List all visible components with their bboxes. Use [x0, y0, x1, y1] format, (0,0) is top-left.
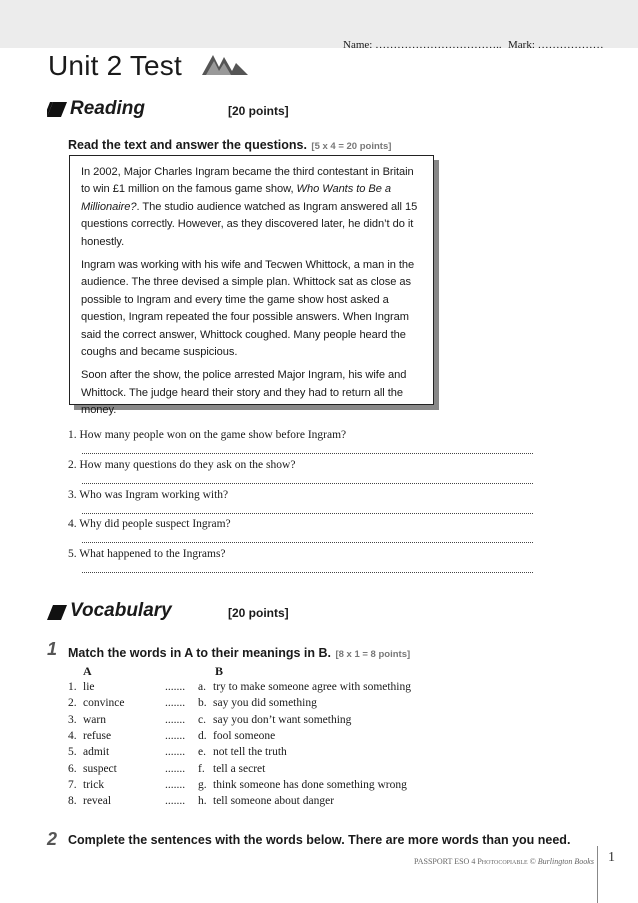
row-letter: d.: [198, 729, 207, 742]
answer-blank[interactable]: .......: [165, 729, 186, 742]
answer-line[interactable]: [82, 443, 533, 454]
row-letter: h.: [198, 795, 207, 808]
answer-blank[interactable]: .......: [165, 746, 186, 759]
reading-paragraph: Ingram was working with his wife and Tecwen Whittock, a man in the audience. The three devised a simple plan. Whittock sat as close as possible to Ingram and every time the game show host asked a question, Ingram repeated the four possible answers. When Ingram said the correct answer, Whittock coughed. Many people heard the coughs and became suspicious.: [81, 259, 415, 359]
word-a: warn: [83, 713, 106, 726]
word-a: suspect: [83, 762, 117, 775]
row-letter: b.: [198, 697, 207, 710]
mountains-logo-icon: [202, 53, 248, 75]
meaning-b: say you did something: [213, 697, 317, 710]
question: 2. How many questions do they ask on the show?: [68, 459, 296, 471]
vocabulary-heading: Vocabulary: [70, 600, 172, 621]
answer-blank[interactable]: .......: [165, 697, 186, 710]
answer-blank[interactable]: .......: [165, 713, 186, 726]
page-title: Unit 2 Test: [48, 50, 182, 81]
reading-instruction: [68, 136, 391, 154]
word-a: refuse: [83, 729, 112, 742]
reading-paragraph: Soon after the show, the police arrested Major Ingram, his wife and Whittock. The judge heard their story and they had to return all the money.: [81, 369, 407, 417]
word-a: trick: [83, 778, 105, 791]
answer-blank[interactable]: .......: [165, 778, 186, 791]
reading-text-box: [69, 155, 434, 417]
answer-line[interactable]: [82, 503, 533, 514]
row-number: 5.: [68, 746, 77, 759]
section-marker-icon: [47, 605, 67, 620]
exercise2-instruction: Complete the sentences with the words below. There are more words than you need.: [68, 833, 571, 847]
section-marker-icon: [47, 102, 67, 117]
row-letter: f.: [198, 762, 205, 775]
footer-divider: [597, 846, 598, 903]
answer-line[interactable]: [82, 562, 533, 573]
page-number: 1: [608, 850, 615, 865]
question: 1. How many people won on the game show before Ingram?: [68, 429, 347, 441]
row-number: 8.: [68, 795, 77, 808]
row-number: 7.: [68, 778, 77, 791]
answer-line[interactable]: [82, 532, 533, 543]
answer-blank[interactable]: .......: [165, 681, 186, 693]
row-letter: e.: [198, 746, 206, 759]
meaning-b: fool someone: [213, 729, 276, 742]
meaning-b: tell a secret: [213, 762, 266, 775]
column-a-header: A: [83, 664, 92, 678]
answer-line[interactable]: [82, 473, 533, 484]
question: 3. Who was Ingram working with?: [68, 489, 229, 501]
meaning-b: try to make someone agree with something: [213, 681, 412, 693]
row-number: 3.: [68, 713, 77, 726]
meaning-b: say you don’t want something: [213, 713, 352, 726]
meaning-b: think someone has done something wrong: [213, 778, 407, 791]
row-number: 4.: [68, 729, 77, 742]
name-field[interactable]: Name: ……………………………..: [343, 39, 502, 51]
row-number: 6.: [68, 762, 77, 775]
row-number: 2.: [68, 697, 77, 710]
reading-heading: Reading: [70, 98, 145, 119]
reading-points: [20 points]: [228, 104, 289, 118]
row-number: 1.: [68, 681, 77, 693]
exercise-number: 1: [47, 639, 58, 659]
reading-instruction-text: Read the text and answer the questions.: [68, 138, 307, 152]
footer-book: PASSPORT ESO 4 Photocopiable © Burlington Books: [414, 857, 594, 866]
question: 4. Why did people suspect Ingram?: [68, 518, 231, 530]
word-a: lie: [83, 681, 95, 693]
reading-instruction-points: [5 x 4 = 20 points]: [311, 141, 392, 152]
row-letter: c.: [198, 713, 206, 726]
answer-blank[interactable]: .......: [165, 762, 186, 775]
exercise-number: 2: [47, 829, 58, 849]
meaning-b: tell someone about danger: [213, 795, 335, 808]
word-a: convince: [83, 697, 125, 710]
reading-paragraph: In 2002, Major Charles Ingram became the third contestant in Britain to win £1 million on the famous game show, Who Wants to Be a Millionaire?. The studio audience watched as Ingram answered all 15 questions correctly. However, as they discovered later, he didn’t do it honestly.: [81, 166, 418, 248]
question: 5. What happened to the Ingrams?: [68, 548, 226, 560]
row-letter: a.: [198, 681, 206, 693]
row-letter: g.: [198, 778, 207, 791]
mark-field[interactable]: Mark: ………………: [508, 39, 604, 51]
exercise1-instruction: Match the words in A to their meanings in B. [8 x 1 = 8 points]: [68, 646, 411, 660]
vocabulary-points: [20 points]: [228, 606, 289, 620]
word-a: reveal: [83, 795, 112, 808]
word-a: admit: [83, 746, 110, 759]
answer-blank[interactable]: .......: [165, 795, 186, 808]
meaning-b: not tell the truth: [213, 746, 287, 759]
column-b-header: B: [215, 664, 224, 678]
